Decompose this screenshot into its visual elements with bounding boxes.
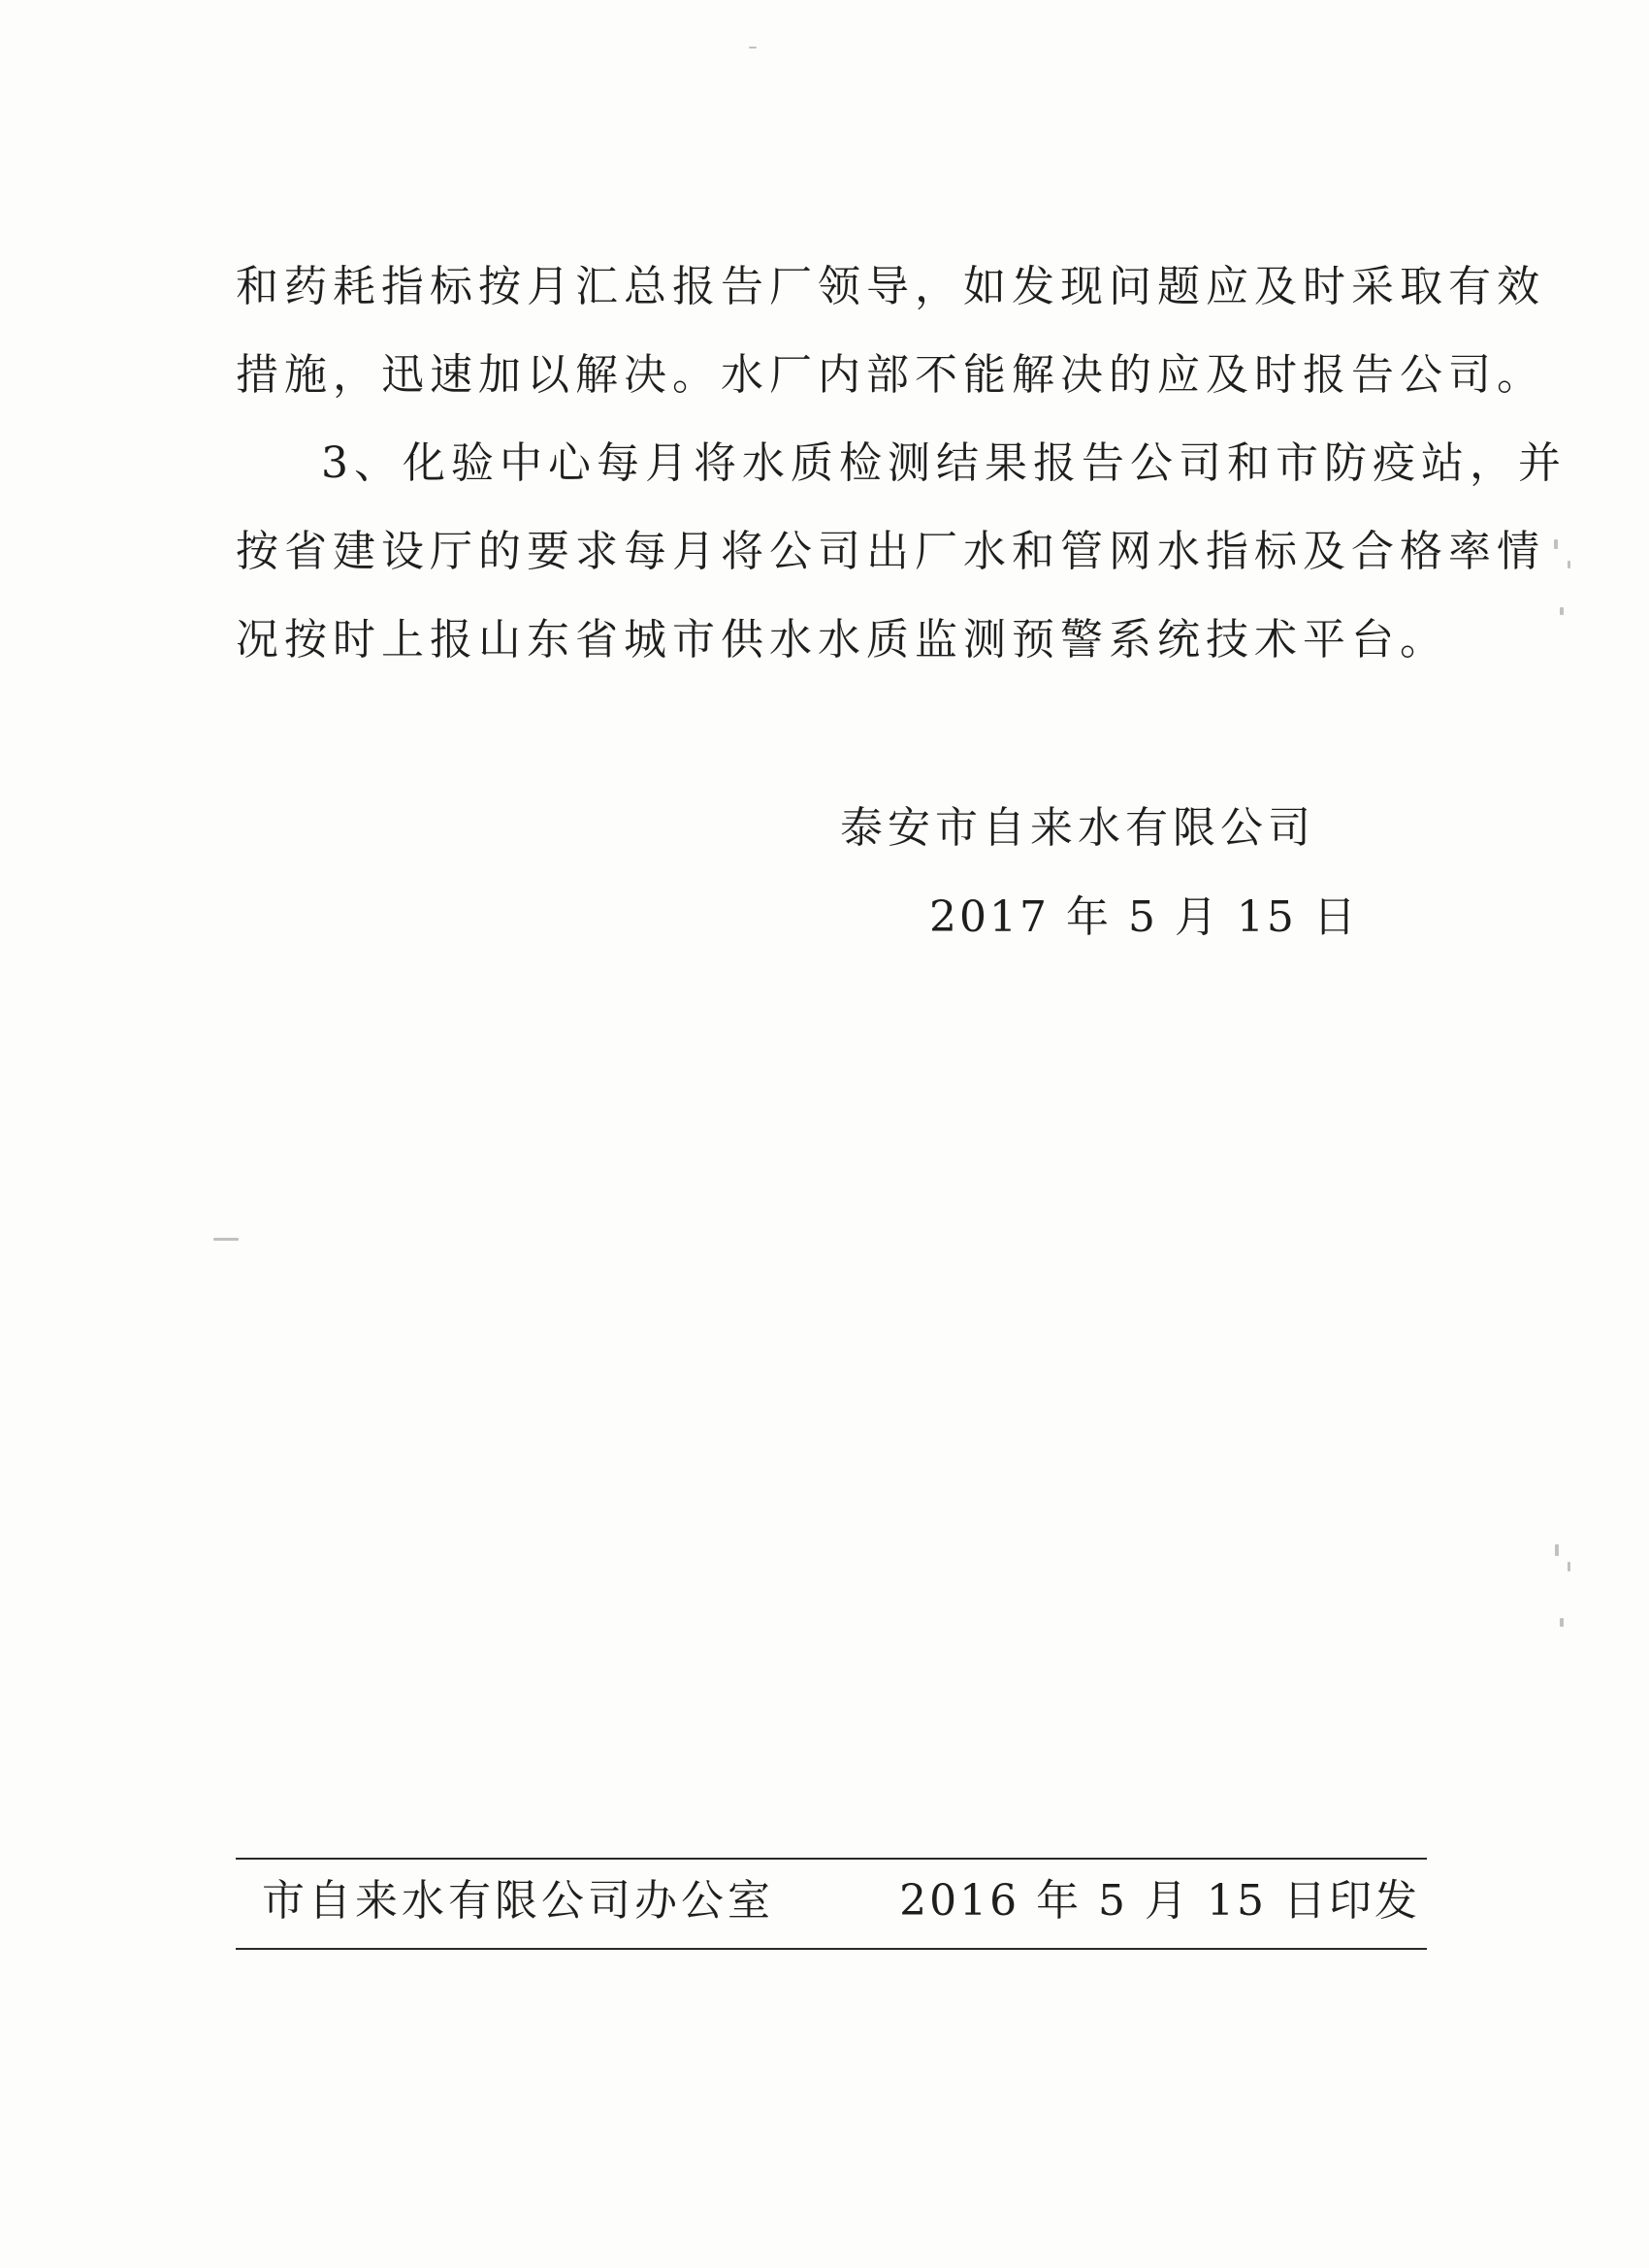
scan-speck <box>1554 539 1558 549</box>
scan-speck <box>1568 1562 1570 1571</box>
scan-speck <box>1560 1618 1564 1627</box>
footer-issuer: 市自来水有限公司办公室 <box>262 1876 774 1926</box>
footer-issue-date: 2016 年 5 月 15 日印发 <box>899 1876 1420 1926</box>
footer-bottom-divider <box>236 1948 1427 1950</box>
scan-speck <box>749 47 757 49</box>
scan-speck <box>1555 1544 1559 1556</box>
scan-speck <box>1560 607 1564 615</box>
body-paragraph-line: 3、化验中心每月将水质检测结果报告公司和市防疫站，并 <box>321 438 1567 488</box>
body-paragraph-line: 措施，迅速加以解决。水厂内部不能解决的应及时报告公司。 <box>236 350 1545 400</box>
footer-top-divider <box>236 1858 1427 1860</box>
signature-organization: 泰安市自来水有限公司 <box>840 803 1315 853</box>
scan-speck <box>213 1238 239 1241</box>
signature-block <box>840 801 1359 945</box>
body-paragraph-line: 和药耗指标按月汇总报告厂领导，如发现问题应及时采取有效 <box>236 262 1545 311</box>
scan-speck <box>1568 561 1570 568</box>
signature-date: 2017 年 5 月 15 日 <box>929 892 1359 942</box>
body-paragraph-line: 况按时上报山东省城市供水水质监测预警系统技术平台。 <box>236 615 1448 664</box>
body-paragraph-line: 按省建设厅的要求每月将公司出厂水和管网水指标及合格率情 <box>236 527 1545 576</box>
document-body <box>236 260 1567 701</box>
